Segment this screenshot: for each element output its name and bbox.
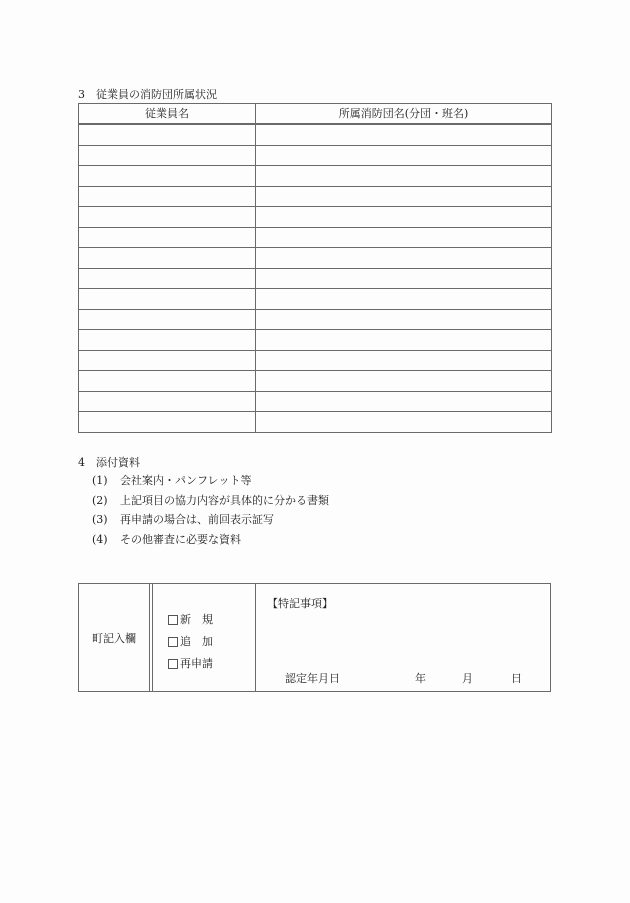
section-3-heading: 従業員の消防団所属状況 bbox=[96, 88, 217, 101]
employee-name-cell[interactable] bbox=[79, 166, 256, 187]
fire-brigade-cell[interactable] bbox=[256, 268, 552, 289]
employee-name-cell[interactable] bbox=[79, 124, 256, 145]
table-row bbox=[79, 248, 552, 269]
fire-brigade-cell[interactable] bbox=[256, 186, 552, 207]
employee-name-cell[interactable] bbox=[79, 207, 256, 228]
town-entry-box bbox=[78, 583, 551, 692]
fire-brigade-cell[interactable] bbox=[256, 412, 552, 433]
table-row bbox=[79, 412, 552, 433]
item-index: (1) bbox=[92, 474, 108, 487]
table-row bbox=[79, 166, 552, 187]
section-4-heading: 添付資料 bbox=[96, 456, 140, 469]
list-item bbox=[92, 474, 329, 494]
table-row bbox=[79, 227, 552, 248]
fire-brigade-cell[interactable] bbox=[256, 330, 552, 351]
employee-name-cell[interactable] bbox=[79, 391, 256, 412]
table-row bbox=[79, 207, 552, 228]
list-item bbox=[92, 533, 329, 553]
list-item bbox=[92, 513, 329, 533]
fire-brigade-cell[interactable] bbox=[256, 124, 552, 145]
fire-brigade-cell[interactable] bbox=[256, 145, 552, 166]
fire-brigade-cell[interactable] bbox=[256, 207, 552, 228]
fire-brigade-cell[interactable] bbox=[256, 391, 552, 412]
item-text: 再申請の場合は、前回表示証写 bbox=[120, 513, 274, 526]
checkbox-icon[interactable] bbox=[168, 659, 178, 669]
double-divider bbox=[149, 584, 153, 691]
item-text: 上記項目の協力内容が具体的に分かる書類 bbox=[120, 493, 329, 507]
employee-name-cell[interactable] bbox=[79, 248, 256, 269]
certification-date-label: 認定年月日 bbox=[285, 672, 340, 685]
fire-brigade-cell[interactable] bbox=[256, 227, 552, 248]
item-index: (2) bbox=[92, 493, 108, 507]
month-label: 月 bbox=[462, 672, 473, 685]
table-row bbox=[79, 145, 552, 166]
table-row bbox=[79, 289, 552, 310]
checkbox-addition[interactable] bbox=[168, 631, 213, 653]
employee-fire-brigade-table bbox=[78, 103, 552, 433]
employee-name-cell[interactable] bbox=[79, 412, 256, 433]
table-row bbox=[79, 350, 552, 371]
checkbox-icon[interactable] bbox=[168, 615, 178, 625]
employee-name-cell[interactable] bbox=[79, 371, 256, 392]
fire-brigade-cell[interactable] bbox=[256, 309, 552, 330]
list-item bbox=[92, 494, 329, 514]
certification-date-row bbox=[285, 670, 545, 684]
application-type-checkboxes bbox=[168, 609, 213, 675]
attachments-list bbox=[92, 474, 329, 552]
year-label: 年 bbox=[415, 672, 426, 685]
fire-brigade-cell[interactable] bbox=[256, 248, 552, 269]
checkbox-label: 新 規 bbox=[180, 613, 213, 626]
fire-brigade-cell[interactable] bbox=[256, 350, 552, 371]
checkbox-icon[interactable] bbox=[168, 637, 178, 647]
employee-name-cell[interactable] bbox=[79, 309, 256, 330]
item-index: (4) bbox=[92, 532, 108, 546]
table-row bbox=[79, 268, 552, 289]
special-notes-title: 【特記事項】 bbox=[267, 597, 333, 610]
employee-name-cell[interactable] bbox=[79, 350, 256, 371]
checkbox-label: 再申請 bbox=[180, 657, 213, 670]
table-header-row bbox=[79, 104, 552, 125]
employee-name-cell[interactable] bbox=[79, 186, 256, 207]
section-3-title bbox=[78, 88, 217, 102]
employee-name-cell[interactable] bbox=[79, 227, 256, 248]
table-row bbox=[79, 309, 552, 330]
item-index: (3) bbox=[92, 513, 108, 526]
checkbox-reapplication[interactable] bbox=[168, 653, 213, 675]
checkbox-label: 追 加 bbox=[180, 635, 213, 648]
section-4-title bbox=[78, 456, 140, 470]
item-text: その他審査に必要な資料 bbox=[120, 532, 241, 546]
table-row bbox=[79, 186, 552, 207]
fire-brigade-cell[interactable] bbox=[256, 166, 552, 187]
table-row bbox=[79, 330, 552, 351]
section-4-number: 4 bbox=[78, 456, 85, 469]
employee-name-cell[interactable] bbox=[79, 145, 256, 166]
town-entry-label: 町記入欄 bbox=[92, 631, 136, 645]
day-label: 日 bbox=[511, 672, 522, 685]
employee-name-cell[interactable] bbox=[79, 330, 256, 351]
checkbox-new[interactable] bbox=[168, 609, 213, 631]
employee-name-cell[interactable] bbox=[79, 289, 256, 310]
fire-brigade-cell[interactable] bbox=[256, 289, 552, 310]
header-employee-name: 従業員名 bbox=[79, 104, 256, 125]
column-divider bbox=[255, 584, 256, 691]
section-3-number: 3 bbox=[78, 88, 85, 101]
header-fire-brigade-name: 所属消防団名(分団・班名) bbox=[256, 104, 552, 125]
item-text: 会社案内・パンフレット等 bbox=[120, 474, 252, 487]
table-row bbox=[79, 391, 552, 412]
employee-name-cell[interactable] bbox=[79, 268, 256, 289]
table-row bbox=[79, 371, 552, 392]
table-row bbox=[79, 124, 552, 145]
fire-brigade-cell[interactable] bbox=[256, 371, 552, 392]
